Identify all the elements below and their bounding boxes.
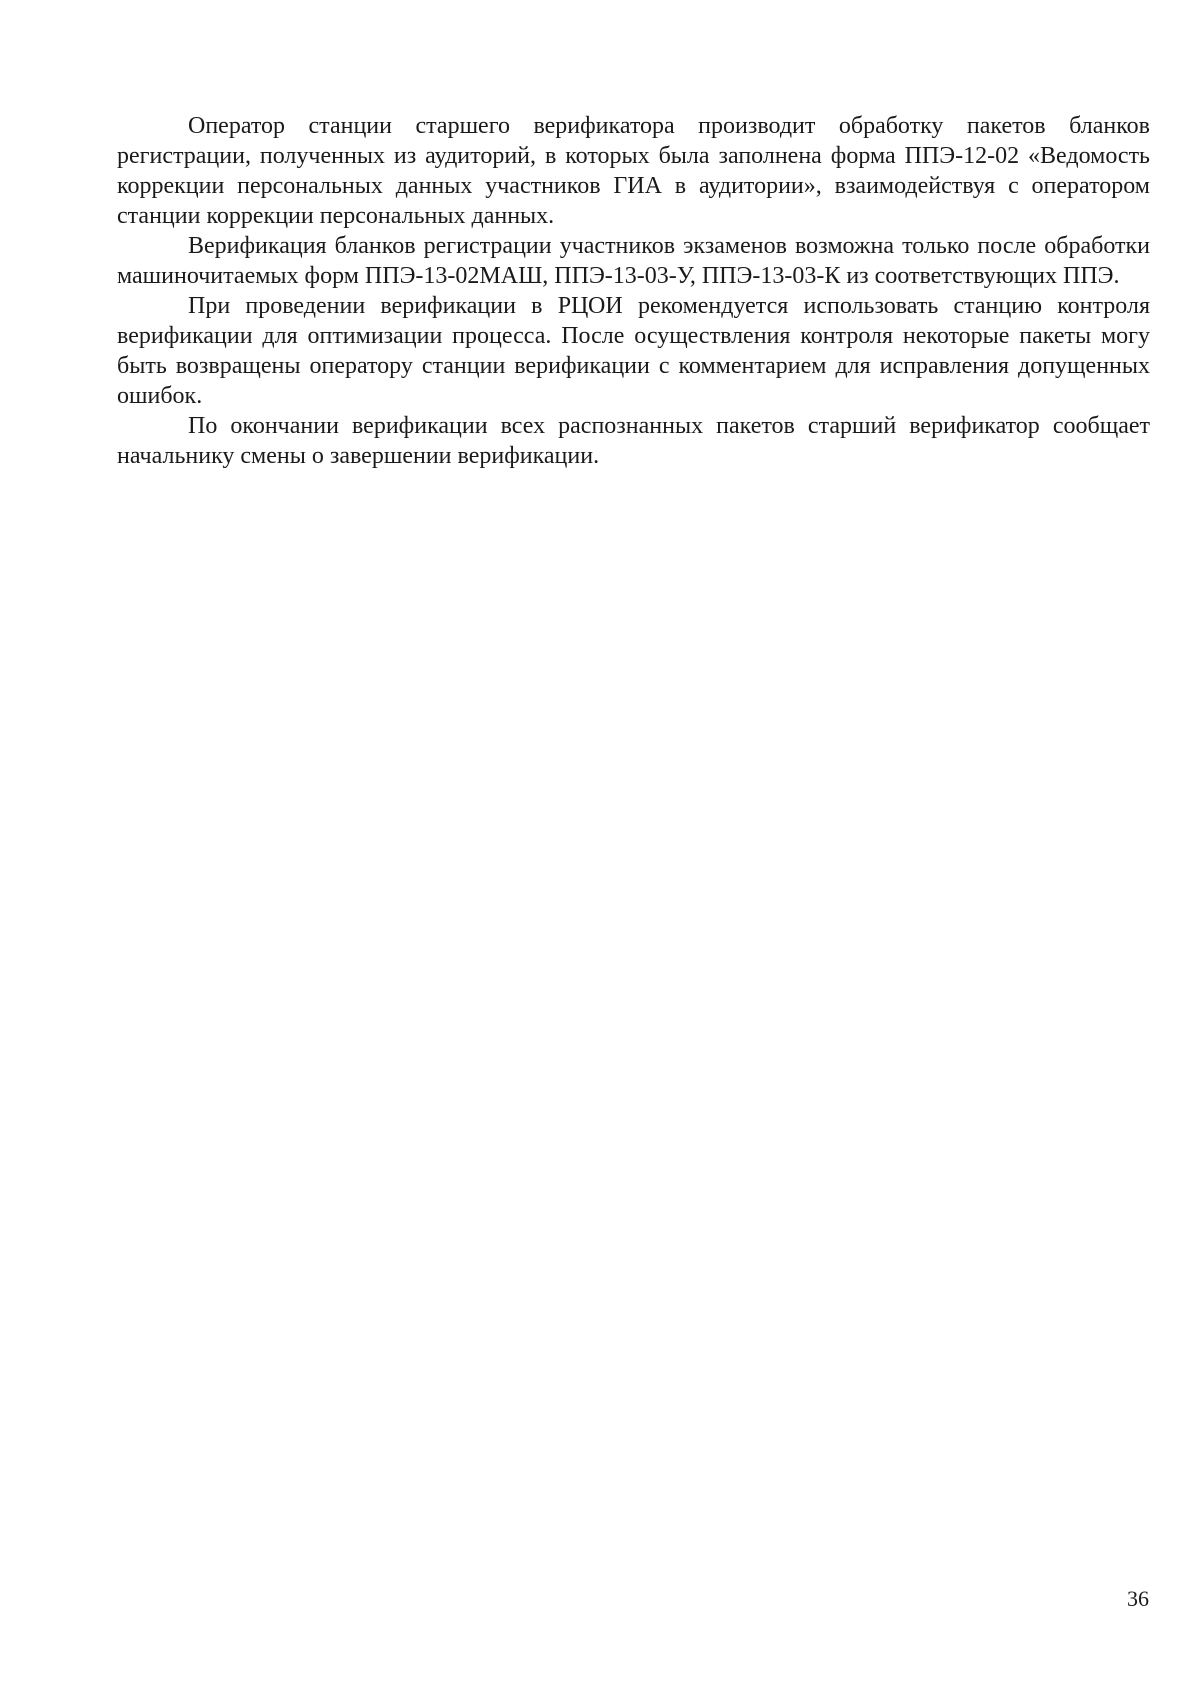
paragraph-verification-control: При проведении верификации в РЦОИ рекомендуется использовать станцию контроля верификации для оптимизации процесса. После осуществления контроля некоторые пакеты могу быть возвращены оператору станции верификации с комментарием для исправления допущенных ошибок. xyxy=(117,293,1150,409)
paragraph-verification-conditions: Верификация бланков регистрации участников экзаменов возможна только после обработки машиночитаемых форм ППЭ-13-02МАШ, ППЭ-13-03-У, ППЭ-13-03-К из соответствующих ППЭ. xyxy=(117,233,1150,289)
paragraph-senior-verifier-operator: Оператор станции старшего верификатора производит обработку пакетов бланков регистрации, полученных из аудиторий, в которых была заполнена форма ППЭ-12-02 «Ведомость коррекции персональных данных участников ГИА в аудитории», взаимодействуя с оператором станции коррекции персональных данных. xyxy=(117,113,1150,229)
document-body xyxy=(117,111,1150,471)
paragraph-verification-completion: По окончании верификации всех распознанных пакетов старший верификатор сообщает начальнику смены о завершении верификации. xyxy=(117,413,1150,469)
page-number: 36 xyxy=(1127,1586,1149,1611)
